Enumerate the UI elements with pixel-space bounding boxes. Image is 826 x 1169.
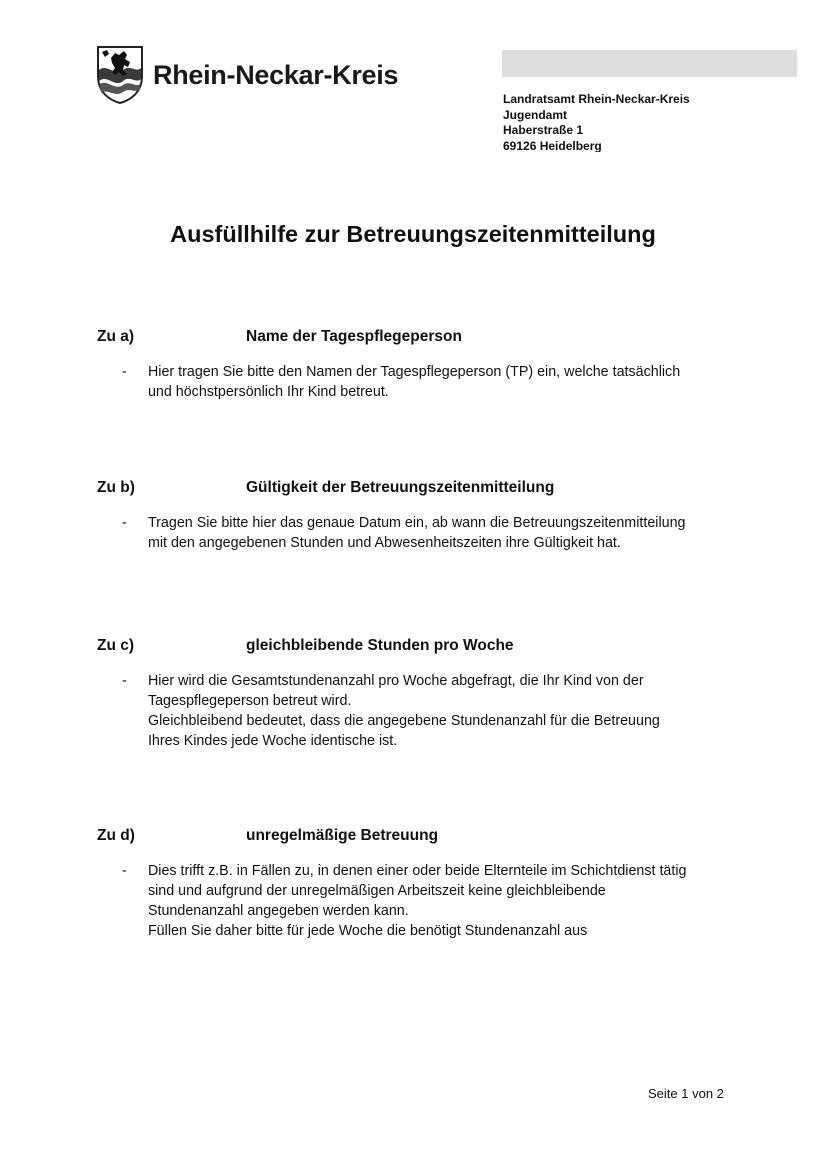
text-line: Tragen Sie bitte hier das genaue Datum ein, ab wann die Betreuungszeitenmitteilung xyxy=(147,515,686,531)
logo-text: Rhein-Neckar-Kreis xyxy=(153,59,399,90)
text-line: sind und aufgrund der unregelmäßigen Arbeitszeit keine gleichbleibende xyxy=(147,883,606,899)
text-line: Gleichbleibend bedeutet, dass die angegebene Stundenanzahl für die Betreuung xyxy=(147,713,660,729)
text-line: Füllen Sie daher bitte für jede Woche die benötigt Stundenanzahl aus xyxy=(147,923,588,939)
section-heading: Name der Tagespflegeperson xyxy=(246,328,462,345)
page-number: Seite 1 von 2 xyxy=(648,1086,724,1101)
text-line: Ihres Kindes jede Woche identische ist. xyxy=(147,733,398,749)
text-line: Stundenanzahl angegeben werden kann. xyxy=(147,903,409,919)
bullet-dash: - xyxy=(122,863,127,879)
text-line: Hier wird die Gesamtstundenanzahl pro Woche abgefragt, die Ihr Kind von der xyxy=(147,673,644,689)
bullet-text xyxy=(148,513,737,553)
text-line: Dies trifft z.B. in Fällen zu, in denen einer oder beide Elternteile im Schichtdienst tätig xyxy=(147,863,687,879)
text-line: Tagespflegeperson betreut wird. xyxy=(147,693,352,709)
section-c xyxy=(97,637,737,751)
coat-of-arms-icon xyxy=(97,46,143,104)
bullet-dash: - xyxy=(122,673,127,689)
section-a xyxy=(97,328,737,402)
section-heading: gleichbleibende Stunden pro Woche xyxy=(246,637,514,654)
section-label: Zu b) xyxy=(97,479,135,496)
section-b xyxy=(97,479,737,553)
section-label: Zu a) xyxy=(97,328,135,345)
section-heading: Gültigkeit der Betreuungszeitenmitteilung xyxy=(246,479,555,496)
address-block xyxy=(503,92,743,152)
bullet-text xyxy=(148,362,737,402)
section-label: Zu d) xyxy=(97,827,135,844)
bullet-text xyxy=(148,671,737,751)
section-label: Zu c) xyxy=(97,637,135,654)
address-line: Jugendamt xyxy=(503,107,568,122)
section-d xyxy=(97,827,737,941)
bullet-dash: - xyxy=(122,515,127,531)
bullet-text xyxy=(148,861,737,941)
page-title: Ausfüllhilfe zur Betreuungszeitenmitteilung xyxy=(170,221,656,247)
text-line: und höchstpersönlich Ihr Kind betreut. xyxy=(147,384,389,400)
text-line: Hier tragen Sie bitte den Namen der Tagespflegeperson (TP) ein, welche tatsächlich xyxy=(147,364,681,380)
gray-field xyxy=(502,50,797,77)
section-heading: unregelmäßige Betreuung xyxy=(246,827,439,844)
text-line: mit den angegebenen Stunden und Abwesenheitszeiten ihre Gültigkeit hat. xyxy=(147,535,621,551)
bullet-dash: - xyxy=(122,364,127,380)
address-line: Landratsamt Rhein-Neckar-Kreis xyxy=(503,92,690,106)
address-line: 69126 Heidelberg xyxy=(503,138,602,152)
logo xyxy=(97,46,398,104)
address-line: Haberstraße 1 xyxy=(503,123,584,138)
